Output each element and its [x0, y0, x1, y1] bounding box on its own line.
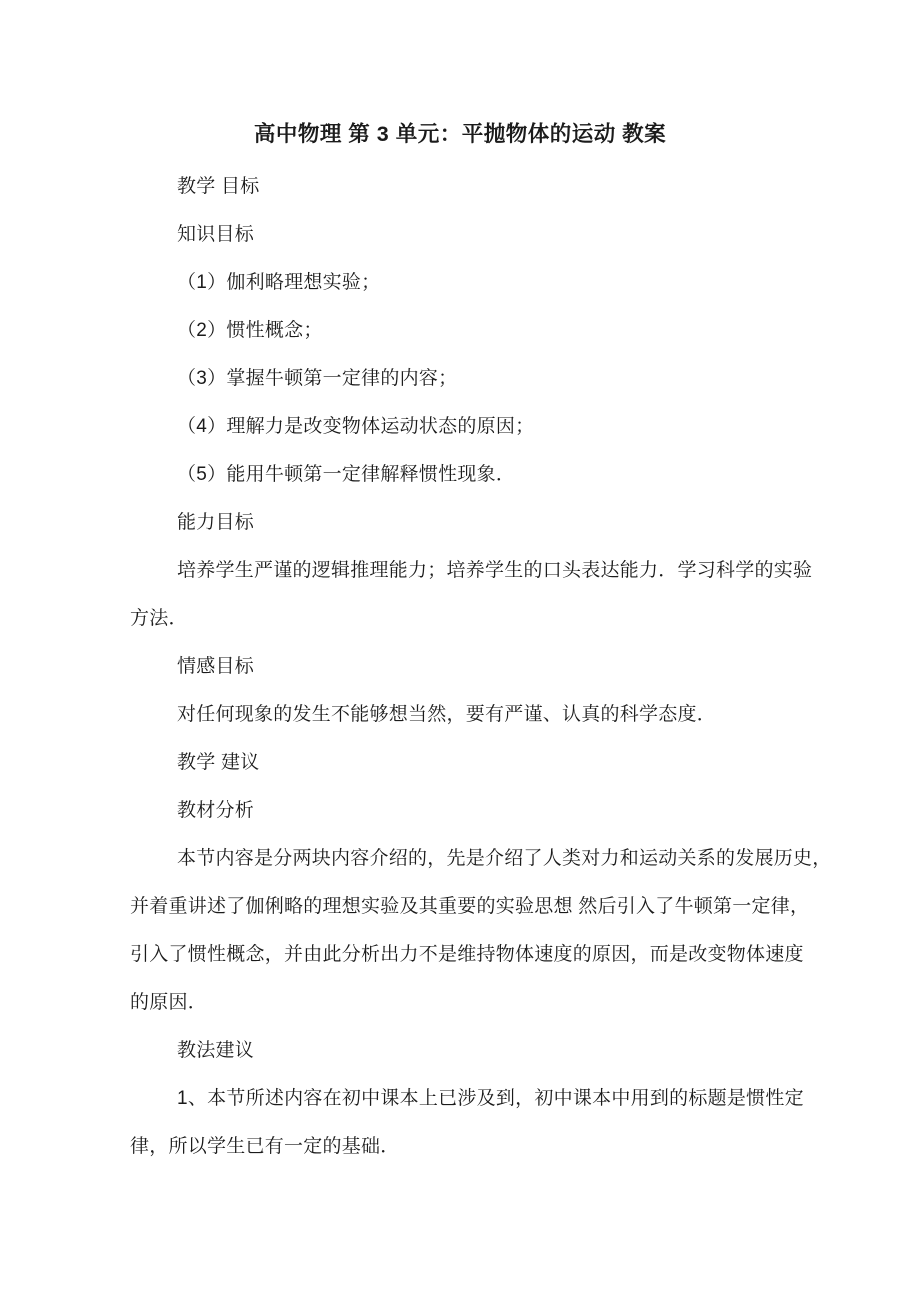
line-emotion-goals-text: 对任何现象的发生不能够想当然，要有严谨、认真的科学态度．: [177, 704, 717, 725]
line-ability-goals-text-1: 培养学生严谨的逻辑推理能力；培养学生的口头表达能力．学习科学的实验: [177, 560, 813, 581]
line-knowledge-item-3: （3）掌握牛顿第一定律的内容；: [177, 368, 458, 389]
document-title: 高中物理 第 3 单元：平抛物体的运动 教案: [253, 122, 667, 146]
line-method-advice-item-1a: 1、本节所述内容在初中课本上已涉及到，初中课本中用到的标题是惯性定: [177, 1088, 804, 1109]
line-method-advice-heading: 教法建议: [177, 1040, 255, 1061]
document-body: [0, 163, 920, 1171]
line-knowledge-goals-heading: 知识目标: [177, 224, 255, 245]
line-material-analysis-text-2: 并着重讲述了伽俐略的理想实验及其重要的实验思想 然后引入了牛顿第一定律，: [130, 896, 810, 917]
line-material-analysis-text-4: 的原因．: [130, 992, 208, 1013]
line-ability-goals-text-2: 方法．: [130, 608, 188, 629]
line-knowledge-item-2: （2）惯性概念；: [177, 320, 323, 341]
line-emotion-goals-heading: 情感目标: [177, 656, 255, 677]
line-knowledge-item-4: （4）理解力是改变物体运动状态的原因；: [177, 416, 535, 437]
line-material-analysis-heading: 教材分析: [177, 800, 255, 821]
line-teaching-advice-heading: 教学 建议: [177, 752, 260, 773]
line-method-advice-item-1b: 律，所以学生已有一定的基础．: [130, 1136, 400, 1157]
line-knowledge-item-1: （1）伽利略理想实验；: [177, 272, 381, 293]
line-teaching-goals-heading: 教学 目标: [177, 176, 260, 197]
line-material-analysis-text-1: 本节内容是分两块内容介绍的，先是介绍了人类对力和运动关系的发展历史，: [177, 848, 832, 869]
line-knowledge-item-5: （5）能用牛顿第一定律解释惯性现象．: [177, 464, 516, 485]
line-material-analysis-text-3: 引入了惯性概念，并由此分析出力不是维持物体速度的原因，而是改变物体速度: [130, 944, 804, 965]
line-ability-goals-heading: 能力目标: [177, 512, 255, 533]
